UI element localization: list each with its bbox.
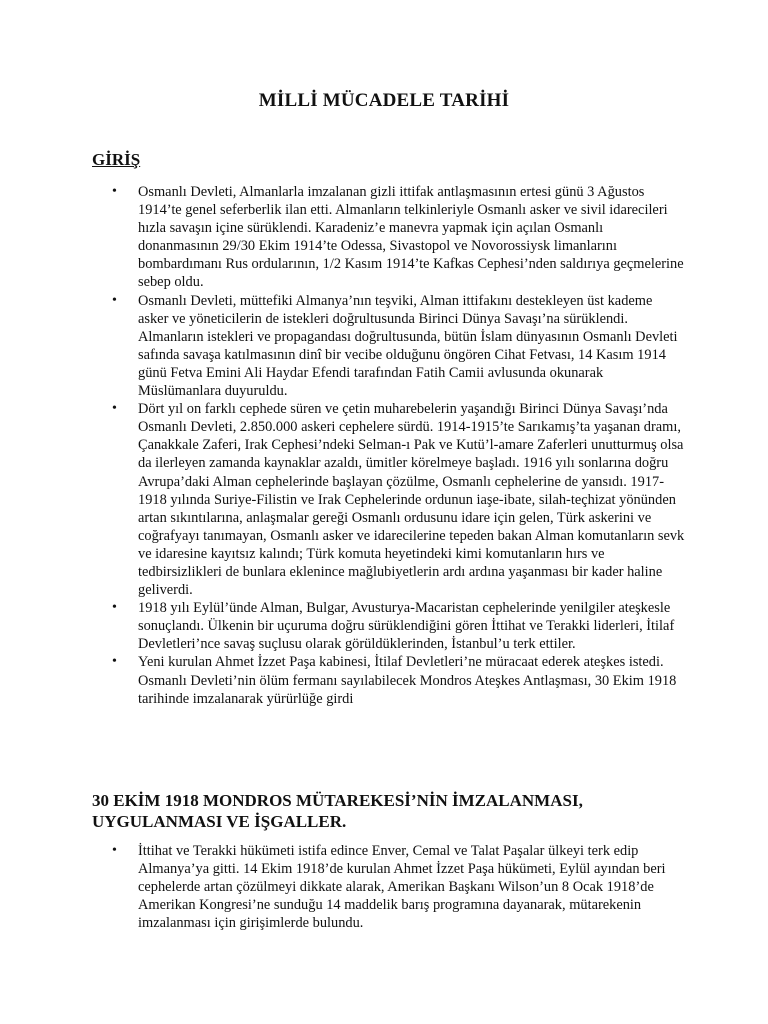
paragraph-text: Osmanlı Devleti, müttefiki Almanya’nın teşviki, Alman ittifakını destekleyen üst kademe asker ve yöneticilerin de istekleri doğrultusunda Birinci Dünya Savaşı’na sürüklendi. Almanların istekleri ve propagandası doğrultusunda, bütün İslam dünyasının Osmanlı Devleti safında savaşa katılmasının dinî bir vecibe olduğunu öngören Cihat Fetvası, 14 Kasım 1914 günü Fetva Emini Ali Haydar Efendi tarafından Fatih Camii avlusunda okunarak Müslümanlara duyuruldu. xyxy=(138,292,678,400)
bullet-icon: • xyxy=(112,600,117,616)
bullet-icon: • xyxy=(112,843,117,858)
list-item xyxy=(0,292,768,401)
section-heading-giris: GİRİŞ xyxy=(92,150,141,169)
list-item xyxy=(0,842,768,932)
bullet-icon: • xyxy=(112,401,117,417)
list-item xyxy=(0,599,768,653)
bullet-icon: • xyxy=(112,654,117,670)
bullet-icon: • xyxy=(112,184,117,199)
mondros-bullet-list xyxy=(0,842,768,932)
paragraph-text: Yeni kurulan Ahmet İzzet Paşa kabinesi, İtilaf Devletleri’ne müracaat ederek ateşkes istedi. Osmanlı Devleti’nin ölüm fermanı sayılabilecek Mondros Ateşkes Antlaşması, 30 Ekim 1918 tarihinde imzalanarak yürürlüğe girdi xyxy=(138,654,677,707)
paragraph-text: 1918 yılı Eylül’ünde Alman, Bulgar, Avusturya-Macaristan cephelerinde yenilgiler ateşkesle sonuçlandı. Ülkenin bir uçuruma doğru sürüklendiğini gören İttihat ve Terakki liderleri, İtilaf Devletleri’nce savaş suçlusu olarak görüldüklerinden, İstanbul’u terk ettiler. xyxy=(138,600,675,653)
bullet-icon: • xyxy=(112,292,117,308)
list-item xyxy=(0,183,768,292)
giris-bullet-list xyxy=(0,183,768,708)
list-item xyxy=(0,400,768,599)
paragraph-text: İttihat ve Terakki hükümeti istifa edince Enver, Cemal ve Talat Paşalar ülkeyi terk edip Almanya’ya gitti. 14 Ekim 1918’de kurulan Ahmet İzzet Paşa hükümeti, Eylül ayından beri cephelerde artan çözülmeyi dikkate alarak, Amerikan Başkanı Wilson’un 8 Ocak 1918’de Amerikan Kongresi’ne sunduğu 14 maddelik barış programına dayanarak, mütarekenin imzalanması için girişimlerde bulundu. xyxy=(138,843,666,932)
page-title: MİLLİ MÜCADELE TARİHİ xyxy=(258,90,510,111)
list-item xyxy=(0,653,768,707)
paragraph-text: Osmanlı Devleti, Almanlarla imzalanan gizli ittifak antlaşmasının ertesi günü 3 Ağustos 1914’te genel seferberlik ilan etti. Almanların telkinleriyle Osmanlı asker ve sivil idarecileri hızla savaşın içine sürüklendi. Karadeniz’e manevra yapmak için açılan Osmanlı donanmasının 29/30 Ekim 1914’te Odessa, Sivastopol ve Novorossiysk limanlarını bombardımanı Rus ordularının, 1/2 Kasım 1914’te Kafkas Cephesi’nden saldırıya geçmelerine sebep oldu. xyxy=(138,184,684,291)
section-heading-mondros: 30 EKİM 1918 MONDROS MÜTAREKESİ’NİN İMZALANMASI, UYGULANMASI VE İŞGALLER. xyxy=(92,791,583,831)
paragraph-text: Dört yıl on farklı cephede süren ve çetin muharebelerin yaşandığı Birinci Dünya Savaşı’nda Osmanlı Devleti, 2.850.000 askeri cephelere sürdü. 1914-1915’te Sarıkamış’ta yaşanan dramı, Çanakkale Zaferi, Irak Cephesi’ndeki Selman-ı Pak ve Kutü’l-amare Zaferleri unutturmuş olsa da ilerleyen zamanda kaynaklar azaldı, ümitler körelmeye başladı. 1916 yılı sonlarına doğru Avrupa’daki Alman cephelerinde başlayan çözülme, Osmanlı cephelerine de yansıdı. 1917-1918 yılında Suriye-Filistin ve Irak Cephelerinde ordunun iaşe-ibate, silah-teçhizat yönünden artan sıkıntılarına, anlaşmalar gereği Osmanlı ordusunu idare için gelen, Türk askerini ve coğrafyayı tanımayan, Osmanlı asker ve idarecilerine tepeden bakan Alman komutanların sevk ve idaresine kayıtsız kalındı; Türk komuta heyetindeki kimi komutanların hırs ve tedbirsizlikleri de bunlara eklenince mağlubiyetlerin ardı ardına yaşanması bir kader haline geliverdi. xyxy=(138,401,685,599)
